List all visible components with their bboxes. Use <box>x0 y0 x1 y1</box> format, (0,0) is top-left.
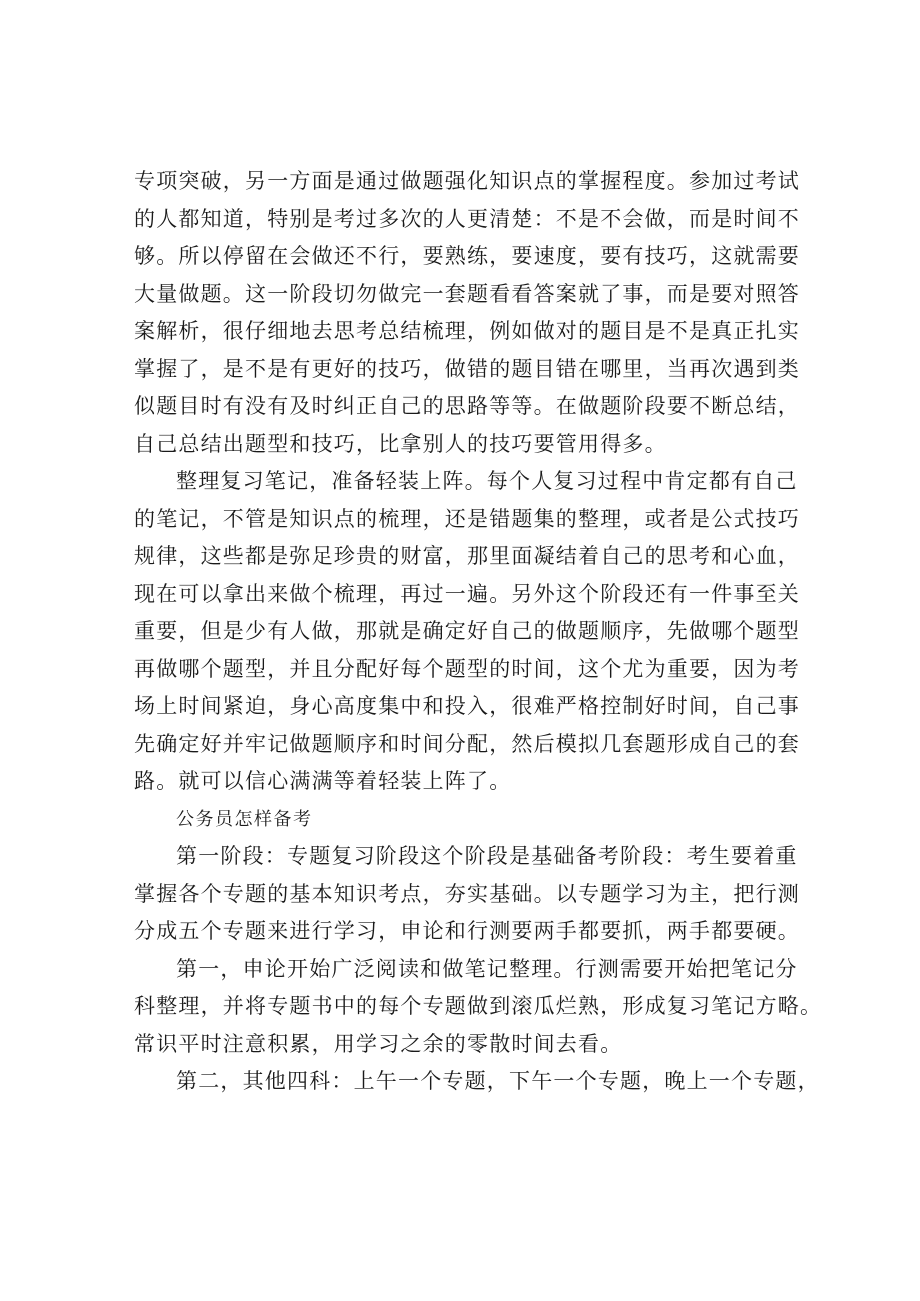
text-line: 第二，其他四科：上午一个专题，下午一个专题，晚上一个专题， <box>176 1069 820 1093</box>
text-line: 分成五个专题来进行学习，申论和行测要两手都要抓，两手都要硬。 <box>134 919 800 943</box>
text-line: 整理复习笔记，准备轻装上阵。每个人复习过程中肯定都有自己 <box>176 469 798 493</box>
text-line: 第一阶段：专题复习阶段这个阶段是基础备考阶段：考生要着重 <box>176 844 798 868</box>
text-line: 第一，申论开始广泛阅读和做笔记整理。行测需要开始把笔记分 <box>176 956 798 981</box>
text-line: 先确定好并牢记做题顺序和时间分配，然后模拟几套题形成自己的套 <box>134 731 800 756</box>
paragraph-continuation <box>134 163 800 463</box>
text-line: 专项突破，另一方面是通过做题强化知识点的掌握程度。参加过考试 <box>134 169 800 193</box>
text-line: 规律，这些都是弥足珍贵的财富，那里面凝结着自己的思考和心血， <box>134 544 800 568</box>
text-line: 路。就可以信心满满等着轻装上阵了。 <box>134 769 512 793</box>
text-line: 再做哪个题型，并且分配好每个题型的时间，这个尤为重要，因为考 <box>134 656 800 681</box>
paragraph-stage-one <box>134 838 800 951</box>
paragraph-first-point <box>134 951 823 1064</box>
section-heading <box>134 801 794 839</box>
text-line: 科整理，并将专题书中的每个专题做到滚瓜烂熟，形成复习笔记方略。 <box>134 994 823 1018</box>
heading-text: 公务员怎样备考 <box>176 808 313 830</box>
text-line: 场上时间紧迫，身心高度集中和投入，很难严格控制好时间，自己事 <box>134 694 800 718</box>
text-line: 自己总结出题型和技巧，比拿别人的技巧要管用得多。 <box>134 431 667 456</box>
text-line: 的笔记，不管是知识点的梳理，还是错题集的整理，或者是公式技巧 <box>134 506 800 531</box>
text-line: 常识平时注意积累，用学习之余的零散时间去看。 <box>134 1031 623 1056</box>
paragraph-review-notes <box>134 463 800 801</box>
text-line: 够。所以停留在会做还不行，要熟练，要速度，要有技巧，这就需要 <box>134 244 800 268</box>
text-line: 掌握各个专题的基本知识考点，夯实基础。以专题学习为主，把行测 <box>134 881 800 906</box>
text-line: 现在可以拿出来做个梳理，再过一遍。另外这个阶段还有一件事至关 <box>134 581 800 606</box>
text-line: 大量做题。这一阶段切勿做完一套题看看答案就了事，而是要对照答 <box>134 281 800 306</box>
text-line: 案解析，很仔细地去思考总结梳理，例如做对的题目是不是真正扎实 <box>134 319 800 343</box>
text-line: 的人都知道，特别是考过多次的人更清楚：不是不会做，而是时间不 <box>134 206 800 231</box>
paragraph-second-point <box>134 1063 820 1101</box>
text-line: 重要，但是少有人做，那就是确定好自己的做题顺序，先做哪个题型 <box>134 619 800 643</box>
document-body <box>134 163 823 1101</box>
text-line: 似题目时有没有及时纠正自己的思路等等。在做题阶段要不断总结， <box>134 394 800 418</box>
text-line: 掌握了，是不是有更好的技巧，做错的题目错在哪里，当再次遇到类 <box>134 356 800 381</box>
